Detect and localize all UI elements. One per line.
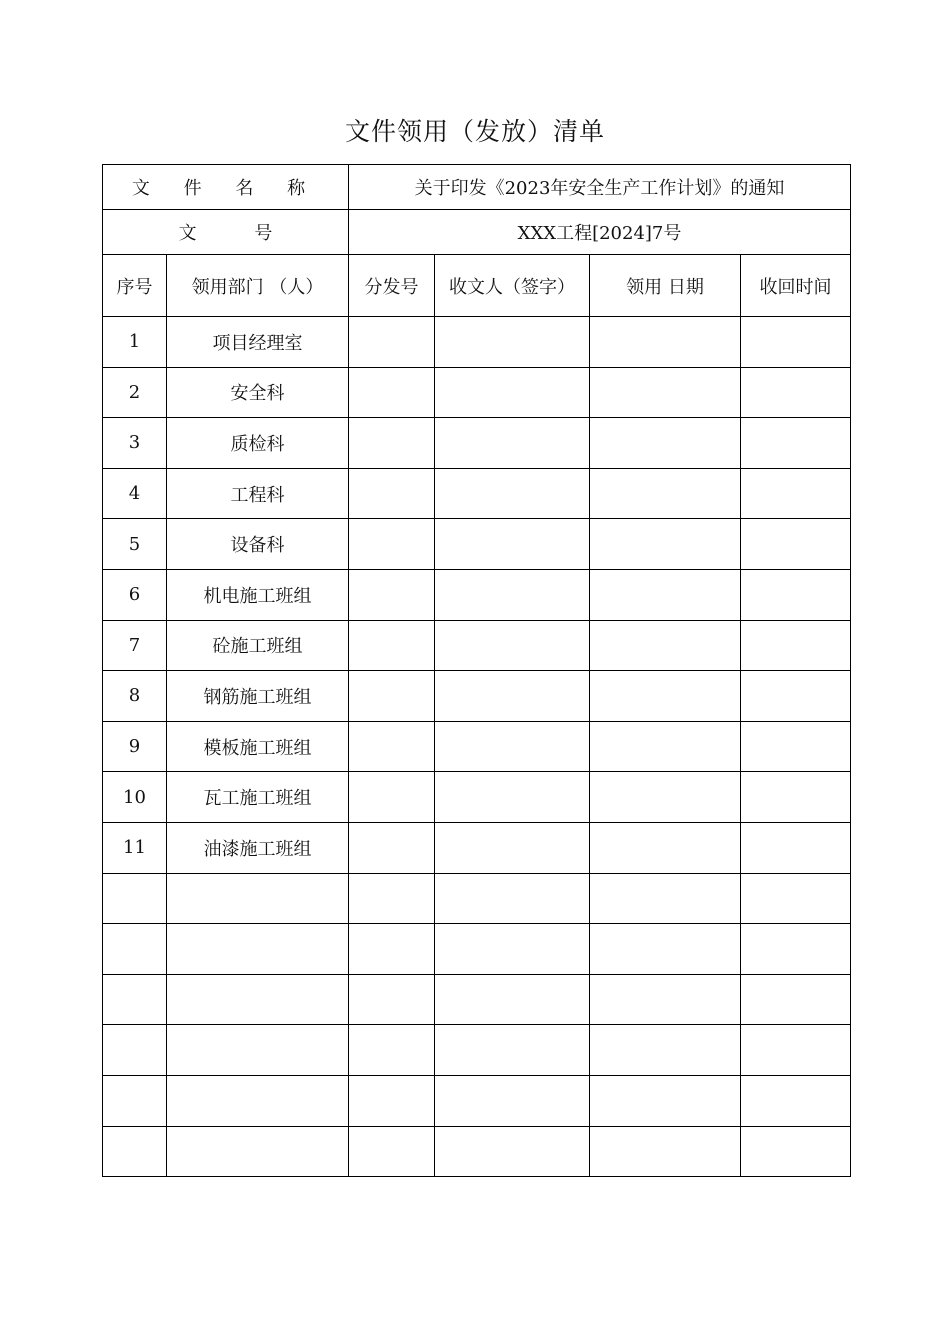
row-receive-date-cell[interactable] bbox=[590, 569, 741, 620]
table-row bbox=[103, 974, 851, 1025]
row-recipient-signature-cell[interactable] bbox=[435, 1025, 590, 1076]
table-row bbox=[103, 620, 851, 671]
row-receive-date-cell[interactable] bbox=[590, 671, 741, 722]
row-receive-date-cell[interactable] bbox=[590, 519, 741, 570]
table-row bbox=[103, 1075, 851, 1126]
table-row bbox=[103, 721, 851, 772]
row-recipient-signature-cell[interactable] bbox=[435, 974, 590, 1025]
row-recipient-signature-cell[interactable] bbox=[435, 721, 590, 772]
table-row bbox=[103, 468, 851, 519]
row-department-cell: 质检科 bbox=[167, 418, 349, 469]
row-recipient-signature-cell[interactable] bbox=[435, 569, 590, 620]
row-distribution-no-cell[interactable] bbox=[349, 822, 435, 873]
row-return-time-cell[interactable] bbox=[741, 1075, 851, 1126]
row-return-time-cell[interactable] bbox=[741, 468, 851, 519]
row-receive-date-cell[interactable] bbox=[590, 873, 741, 924]
page-title: 文件领用（发放）清单 bbox=[344, 117, 605, 146]
table-row bbox=[103, 822, 851, 873]
col-header-department: 领用部门 （人） bbox=[167, 255, 349, 317]
col-header-recipient-signature: 收文人（签字） bbox=[435, 255, 590, 317]
row-return-time-cell[interactable] bbox=[741, 1126, 851, 1177]
row-department-cell bbox=[167, 924, 349, 975]
row-distribution-no-cell[interactable] bbox=[349, 519, 435, 570]
row-seq-cell bbox=[103, 924, 167, 975]
row-receive-date-cell[interactable] bbox=[590, 1126, 741, 1177]
row-return-time-cell[interactable] bbox=[741, 519, 851, 570]
row-receive-date-cell[interactable] bbox=[590, 468, 741, 519]
row-seq-cell: 6 bbox=[103, 569, 167, 620]
row-department-cell: 设备科 bbox=[167, 519, 349, 570]
row-department-cell: 瓦工施工班组 bbox=[167, 772, 349, 823]
row-department-cell bbox=[167, 974, 349, 1025]
row-recipient-signature-cell[interactable] bbox=[435, 468, 590, 519]
row-seq-cell bbox=[103, 1025, 167, 1076]
column-header-row bbox=[103, 255, 851, 317]
col-header-distribution-no: 分发号 bbox=[349, 255, 435, 317]
row-seq-cell: 8 bbox=[103, 671, 167, 722]
table-row bbox=[103, 671, 851, 722]
row-seq-cell bbox=[103, 1126, 167, 1177]
row-department-cell bbox=[167, 1126, 349, 1177]
row-return-time-cell[interactable] bbox=[741, 822, 851, 873]
row-department-cell: 钢筋施工班组 bbox=[167, 671, 349, 722]
row-department-cell: 机电施工班组 bbox=[167, 569, 349, 620]
row-distribution-no-cell[interactable] bbox=[349, 721, 435, 772]
row-seq-cell bbox=[103, 974, 167, 1025]
col-header-return-time: 收回时间 bbox=[741, 255, 851, 317]
doc-number-row bbox=[103, 210, 851, 255]
row-distribution-no-cell[interactable] bbox=[349, 569, 435, 620]
row-return-time-cell[interactable] bbox=[741, 974, 851, 1025]
row-seq-cell: 4 bbox=[103, 468, 167, 519]
table-row bbox=[103, 519, 851, 570]
row-recipient-signature-cell[interactable] bbox=[435, 620, 590, 671]
row-seq-cell: 9 bbox=[103, 721, 167, 772]
row-receive-date-cell[interactable] bbox=[590, 721, 741, 772]
row-recipient-signature-cell[interactable] bbox=[435, 772, 590, 823]
row-seq-cell: 2 bbox=[103, 367, 167, 418]
row-distribution-no-cell[interactable] bbox=[349, 873, 435, 924]
table-row bbox=[103, 418, 851, 469]
row-distribution-no-cell[interactable] bbox=[349, 974, 435, 1025]
row-department-cell: 工程科 bbox=[167, 468, 349, 519]
row-return-time-cell[interactable] bbox=[741, 721, 851, 772]
row-department-cell bbox=[167, 873, 349, 924]
row-return-time-cell[interactable] bbox=[741, 620, 851, 671]
row-receive-date-cell[interactable] bbox=[590, 924, 741, 975]
row-recipient-signature-cell[interactable] bbox=[435, 873, 590, 924]
row-receive-date-cell[interactable] bbox=[590, 367, 741, 418]
row-recipient-signature-cell[interactable] bbox=[435, 1075, 590, 1126]
row-distribution-no-cell[interactable] bbox=[349, 924, 435, 975]
table-row bbox=[103, 873, 851, 924]
table-row bbox=[103, 772, 851, 823]
row-distribution-no-cell[interactable] bbox=[349, 1126, 435, 1177]
row-receive-date-cell[interactable] bbox=[590, 974, 741, 1025]
row-recipient-signature-cell[interactable] bbox=[435, 1126, 590, 1177]
row-department-cell: 安全科 bbox=[167, 367, 349, 418]
row-seq-cell: 10 bbox=[103, 772, 167, 823]
row-seq-cell bbox=[103, 1075, 167, 1126]
row-distribution-no-cell[interactable] bbox=[349, 418, 435, 469]
row-return-time-cell[interactable] bbox=[741, 367, 851, 418]
row-return-time-cell[interactable] bbox=[741, 772, 851, 823]
row-seq-cell: 11 bbox=[103, 822, 167, 873]
row-department-cell: 油漆施工班组 bbox=[167, 822, 349, 873]
file-name-row bbox=[103, 165, 851, 210]
row-receive-date-cell[interactable] bbox=[590, 418, 741, 469]
row-seq-cell: 3 bbox=[103, 418, 167, 469]
row-recipient-signature-cell[interactable] bbox=[435, 317, 590, 368]
row-distribution-no-cell[interactable] bbox=[349, 1075, 435, 1126]
doc-number-value: XXX工程[2024]7号 bbox=[349, 210, 851, 255]
row-distribution-no-cell[interactable] bbox=[349, 772, 435, 823]
row-recipient-signature-cell[interactable] bbox=[435, 822, 590, 873]
row-department-cell: 项目经理室 bbox=[167, 317, 349, 368]
row-seq-cell: 1 bbox=[103, 317, 167, 368]
table-row bbox=[103, 569, 851, 620]
row-receive-date-cell[interactable] bbox=[590, 317, 741, 368]
row-department-cell: 砼施工班组 bbox=[167, 620, 349, 671]
row-distribution-no-cell[interactable] bbox=[349, 317, 435, 368]
row-department-cell bbox=[167, 1075, 349, 1126]
col-header-seq: 序号 bbox=[103, 255, 167, 317]
row-department-cell: 模板施工班组 bbox=[167, 721, 349, 772]
table-row bbox=[103, 1126, 851, 1177]
row-receive-date-cell[interactable] bbox=[590, 1075, 741, 1126]
row-distribution-no-cell[interactable] bbox=[349, 1025, 435, 1076]
row-recipient-signature-cell[interactable] bbox=[435, 519, 590, 570]
row-distribution-no-cell[interactable] bbox=[349, 620, 435, 671]
row-receive-date-cell[interactable] bbox=[590, 822, 741, 873]
row-return-time-cell[interactable] bbox=[741, 1025, 851, 1076]
row-return-time-cell[interactable] bbox=[741, 418, 851, 469]
row-distribution-no-cell[interactable] bbox=[349, 671, 435, 722]
row-recipient-signature-cell[interactable] bbox=[435, 924, 590, 975]
row-distribution-no-cell[interactable] bbox=[349, 468, 435, 519]
table-row bbox=[103, 924, 851, 975]
row-distribution-no-cell[interactable] bbox=[349, 367, 435, 418]
file-distribution-table bbox=[102, 164, 851, 1177]
row-receive-date-cell[interactable] bbox=[590, 772, 741, 823]
table-row bbox=[103, 317, 851, 368]
row-seq-cell: 5 bbox=[103, 519, 167, 570]
row-return-time-cell[interactable] bbox=[741, 873, 851, 924]
table-row bbox=[103, 367, 851, 418]
row-receive-date-cell[interactable] bbox=[590, 620, 741, 671]
table-row bbox=[103, 1025, 851, 1076]
row-department-cell bbox=[167, 1025, 349, 1076]
file-name-label: 文 件 名 称 bbox=[103, 165, 349, 210]
row-receive-date-cell[interactable] bbox=[590, 1025, 741, 1076]
row-return-time-cell[interactable] bbox=[741, 317, 851, 368]
row-recipient-signature-cell[interactable] bbox=[435, 367, 590, 418]
row-recipient-signature-cell[interactable] bbox=[435, 671, 590, 722]
row-return-time-cell[interactable] bbox=[741, 924, 851, 975]
row-return-time-cell[interactable] bbox=[741, 569, 851, 620]
doc-number-label: 文 号 bbox=[103, 210, 349, 255]
row-recipient-signature-cell[interactable] bbox=[435, 418, 590, 469]
file-name-value: 关于印发《2023年安全生产工作计划》的通知 bbox=[349, 165, 851, 210]
row-return-time-cell[interactable] bbox=[741, 671, 851, 722]
row-seq-cell bbox=[103, 873, 167, 924]
row-seq-cell: 7 bbox=[103, 620, 167, 671]
col-header-receive-date: 领用 日期 bbox=[590, 255, 741, 317]
